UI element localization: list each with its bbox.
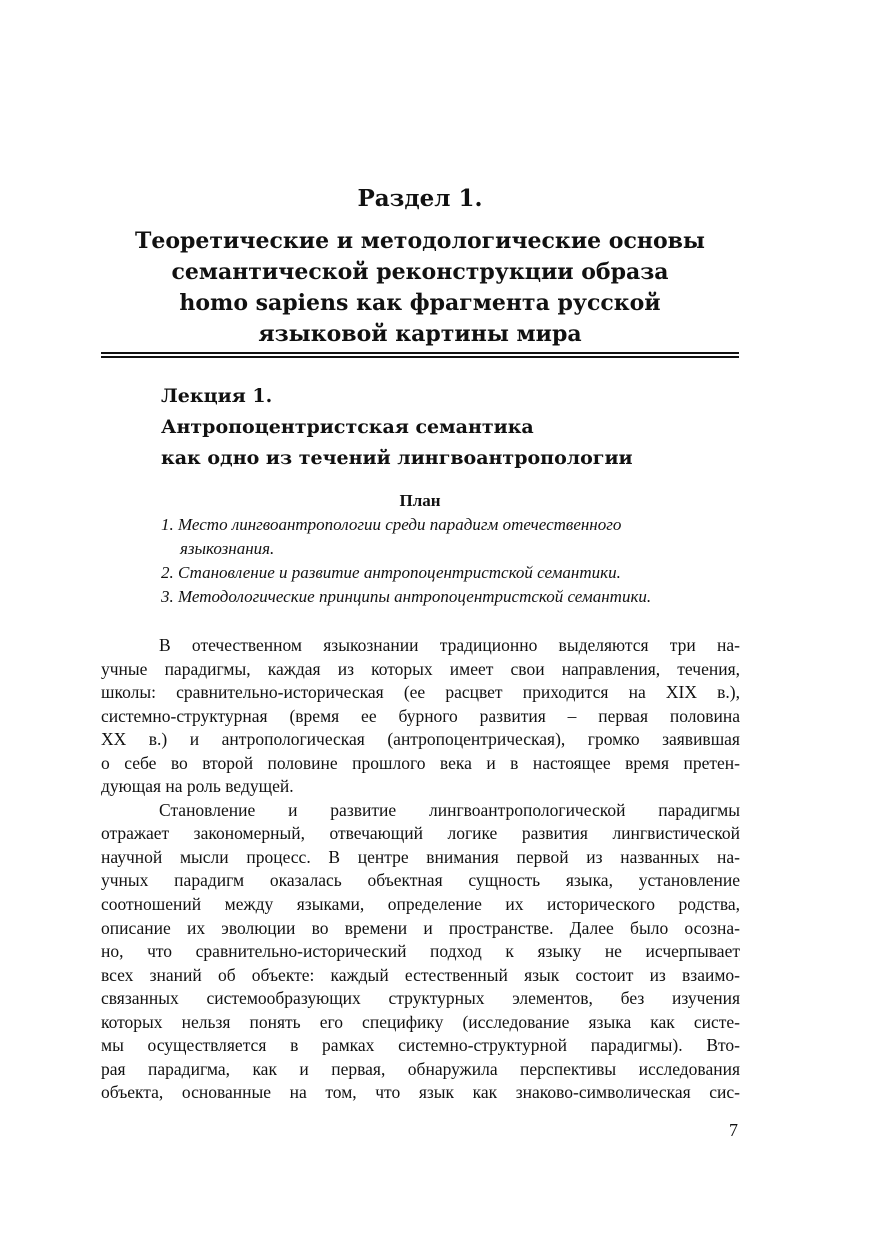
- lecture-title-line: Антропоцентристская семантика: [161, 416, 534, 438]
- text-line: школы: сравнительно-историческая (ее расцвет приходится на XIX в.),: [101, 682, 740, 703]
- text-line: всех знаний об объекте: каждый естественный язык состоит из взаимо-: [101, 964, 740, 985]
- text-line: объекта, основанные на том, что язык как знаково-символическая сис-: [101, 1082, 740, 1103]
- plan-item-text: 2. Становление и развитие антропоцентристской семантики.: [161, 563, 621, 582]
- plan-item-text: 1. Место лингвоантропологии среди парадигм отечественного: [161, 515, 622, 534]
- text-line: XX в.) и антропологическая (антропоцентрическая), громко заявившая: [101, 729, 740, 750]
- section-title: [100, 226, 740, 350]
- section-title-line: языковой картины мира: [258, 321, 582, 347]
- text-line: системно-структурная (время ее бурного развития – первая половина: [101, 705, 740, 726]
- plan-list: [161, 513, 740, 609]
- text-line: описание их эволюции во времени и пространстве. Далее было осозна-: [101, 917, 740, 938]
- plan-item-text-continued: языкознания.: [180, 539, 275, 558]
- plan-item: [161, 561, 740, 585]
- plan-item-text: 3. Методологические принципы антропоцентристской семантики.: [161, 587, 652, 606]
- plan-item: [161, 585, 740, 609]
- section-title-line: семантической реконструкции образа: [171, 259, 669, 285]
- text-line: но, что сравнительно-исторический подход к языку не исчерпывает: [101, 941, 740, 962]
- paragraph-2: [101, 799, 740, 1105]
- section-label: Раздел 1.: [357, 185, 483, 212]
- lecture-number: Лекция 1.: [161, 385, 273, 407]
- page-number: 7: [729, 1120, 738, 1140]
- body-text: [101, 634, 740, 1105]
- plan-heading: План: [399, 491, 441, 510]
- lecture-title-line: как одно из течений лингвоантропологии: [161, 447, 633, 469]
- text-line: соотношений между языками, определение их исторического родства,: [101, 894, 740, 915]
- text-line: дующая на роль ведущей.: [101, 776, 294, 797]
- text-line: рая парадигма, как и первая, обнаружила перспективы исследования: [101, 1058, 740, 1079]
- text-line: учных парадигм оказалась объектная сущность языка, установление: [101, 870, 740, 891]
- text-line: В отечественном языкознании традиционно выделяются три на-: [159, 635, 740, 655]
- text-line: связанных системообразующих структурных элементов, без изучения: [101, 988, 740, 1009]
- text-line: научной мысли процесс. В центре внимания первой из названных на-: [101, 846, 740, 867]
- paragraph-1: [101, 634, 740, 799]
- section-title-line: Теоретические и методологические основы: [135, 228, 705, 254]
- text-line: мы осуществляется в рамках системно-структурной парадигмы). Вто-: [101, 1035, 740, 1056]
- plan-item: [161, 513, 740, 561]
- text-line: которых нельзя понять его специфику (исследование языка как систе-: [101, 1011, 740, 1032]
- text-line: отражает закономерный, отвечающий логике развития лингвистической: [101, 823, 740, 844]
- text-line: учные парадигмы, каждая из которых имеет свои направления, течения,: [101, 658, 740, 679]
- lecture-heading: [161, 381, 741, 474]
- text-line: о себе во второй половине прошлого века и в настоящее время претен-: [101, 752, 740, 773]
- section-divider: [101, 352, 739, 358]
- section-title-line: homo sapiens как фрагмента русской: [179, 290, 661, 316]
- text-line: Становление и развитие лингвоантропологической парадигмы: [159, 799, 740, 820]
